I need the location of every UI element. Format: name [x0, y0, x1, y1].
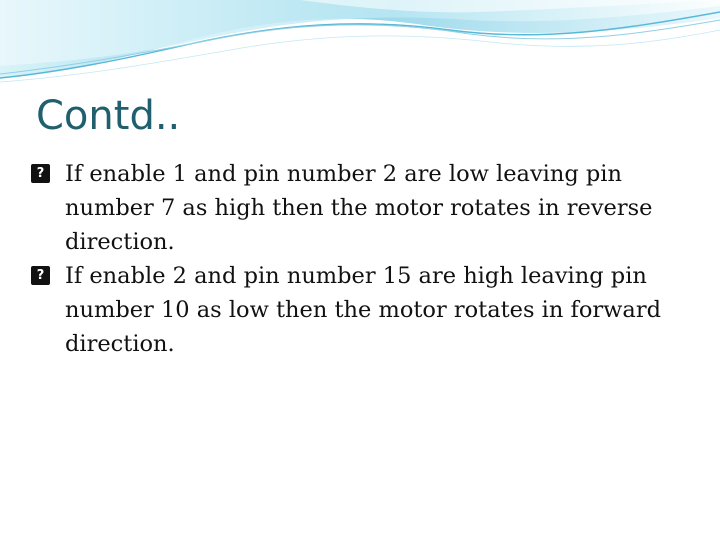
list-item — [28, 259, 688, 361]
bullet-list — [28, 157, 688, 361]
list-item — [28, 157, 688, 259]
unknown-glyph-icon: ? — [31, 266, 50, 285]
slide-title: Contd.. — [36, 93, 181, 139]
unknown-glyph-icon: ? — [31, 164, 50, 183]
header-wave-decoration — [0, 0, 720, 90]
bullet-text: If enable 1 and pin number 2 are low leaving pin number 7 as high then the motor rotates in reverse direction. — [65, 161, 653, 255]
bullet-text: If enable 2 and pin number 15 are high leaving pin number 10 as low then the motor rotates in forward direction. — [65, 263, 661, 357]
